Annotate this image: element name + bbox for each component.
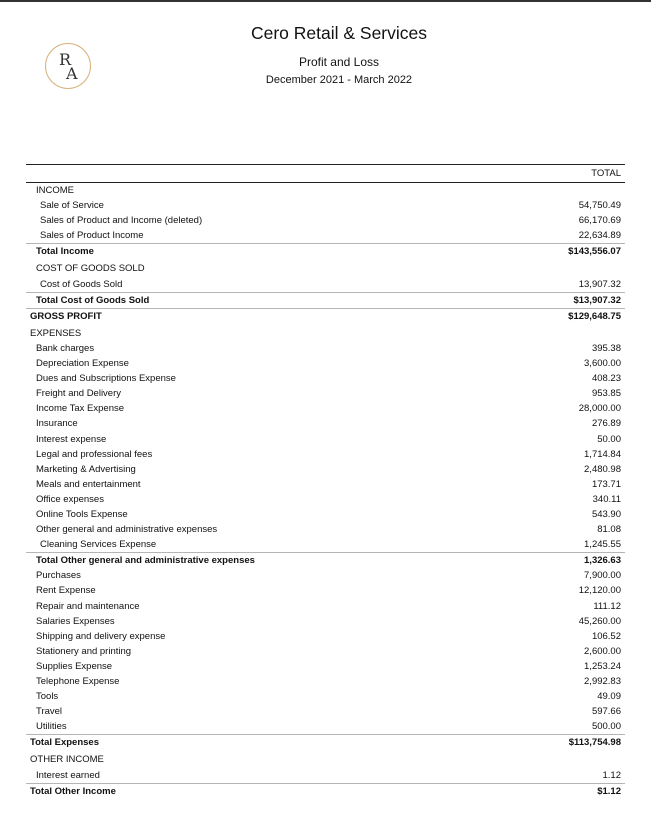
row-label: Sales of Product and Income (deleted) (40, 215, 203, 227)
row-label: Office expenses (36, 493, 104, 505)
row-amount: 2,600.00 (584, 645, 621, 657)
row-label: OTHER INCOME (30, 754, 104, 766)
total-row (26, 292, 625, 308)
row-label: Income Tax Expense (36, 403, 125, 415)
row-amount: 12,120.00 (578, 585, 621, 597)
row-amount: $13,907.32 (573, 294, 621, 306)
row-amount: 1,253.24 (584, 660, 621, 672)
row-label: Freight and Delivery (36, 388, 122, 400)
row-amount: 2,480.98 (584, 463, 621, 475)
table-row (26, 768, 625, 783)
row-label: Total Other general and administrative expenses (36, 555, 255, 567)
table-row (26, 522, 625, 537)
table-row (26, 447, 625, 462)
table-row (26, 492, 625, 507)
row-amount: 1,714.84 (584, 448, 621, 460)
row-label: Meals and entertainment (36, 478, 141, 490)
row-label: Utilities (36, 721, 67, 733)
profit-loss-table (26, 164, 625, 799)
table-row (26, 277, 625, 292)
row-amount: $1.12 (597, 785, 621, 797)
row-amount: 50.00 (597, 433, 621, 445)
section-row (26, 326, 625, 341)
company-name: Cero Retail & Services (250, 23, 428, 43)
row-amount: 49.09 (597, 691, 621, 703)
table-row (26, 537, 625, 552)
row-amount: 13,907.32 (578, 278, 621, 290)
table-row (26, 583, 625, 598)
table-row (26, 228, 625, 243)
row-amount: 111.12 (593, 600, 621, 612)
total-row (26, 734, 625, 750)
row-label: EXPENSES (30, 327, 82, 339)
row-amount: 340.11 (592, 493, 621, 505)
row-amount: 2,992.83 (584, 676, 621, 687)
row-amount: 7,900.00 (584, 570, 621, 582)
table-row (26, 719, 625, 734)
row-amount: 45,260.00 (578, 615, 621, 627)
row-label: Depreciation Expense (36, 358, 129, 370)
row-label: Online Tools Expense (36, 508, 128, 520)
row-amount: 81.08 (597, 524, 621, 536)
table-row (26, 477, 625, 492)
row-label: Cleaning Services Expense (40, 539, 157, 551)
row-label: Interest expense (36, 433, 107, 445)
row-amount: 66,170.69 (578, 215, 621, 227)
column-header-total: TOTAL (591, 168, 621, 179)
report-period: December 2021 - March 2022 (265, 74, 413, 86)
total-row (26, 552, 625, 568)
table-row (26, 356, 625, 371)
table-row (26, 386, 625, 401)
row-amount: 1.12 (602, 769, 621, 781)
row-label: Salaries Expenses (36, 615, 115, 627)
table-row (26, 507, 625, 522)
table-row (26, 644, 625, 659)
row-amount: 500.00 (591, 721, 621, 733)
row-label: Bank charges (36, 342, 95, 354)
row-amount: 54,750.49 (578, 200, 621, 212)
row-label: Interest earned (36, 769, 100, 781)
row-amount: 28,000.00 (578, 403, 621, 415)
row-amount: 3,600.00 (584, 358, 621, 370)
report-title: Profit and Loss (298, 55, 380, 69)
row-amount: $113,754.98 (568, 737, 621, 749)
row-amount: 1,326.63 (584, 555, 621, 567)
row-label: Telephone Expense (36, 676, 120, 687)
total-row (26, 243, 625, 259)
row-label: Stationery and printing (36, 645, 132, 657)
row-label: Insurance (36, 418, 78, 430)
row-label: Total Cost of Goods Sold (36, 294, 150, 306)
row-label: Supplies Expense (36, 660, 113, 672)
total-row (26, 308, 625, 324)
table-row (26, 614, 625, 629)
row-amount: 106.52 (591, 630, 621, 642)
table-row (26, 629, 625, 644)
row-label: Cost of Goods Sold (40, 278, 123, 290)
row-label: Legal and professional fees (36, 448, 153, 460)
table-row (26, 198, 625, 213)
table-row (26, 341, 625, 356)
table-row (26, 599, 625, 614)
section-row (26, 183, 625, 198)
row-label: Total Income (36, 246, 94, 258)
table-row (26, 659, 625, 674)
row-label: INCOME (36, 185, 74, 196)
row-label: Tools (36, 691, 59, 703)
row-label: Marketing & Advertising (36, 463, 136, 475)
logo-letter-a: A (66, 64, 78, 83)
table-row (26, 432, 625, 447)
row-amount: 408.23 (591, 373, 621, 385)
row-label: GROSS PROFIT (30, 310, 102, 322)
row-label: Other general and administrative expenses (36, 524, 218, 536)
table-row (26, 213, 625, 228)
table-body (26, 183, 625, 799)
row-amount: $143,556.07 (568, 246, 621, 258)
table-row (26, 704, 625, 719)
logo-letter-r: R (59, 50, 72, 69)
row-label: Dues and Subscriptions Expense (36, 373, 176, 385)
section-row (26, 752, 625, 767)
section-row (26, 261, 625, 276)
table-row (26, 462, 625, 477)
table-row (26, 371, 625, 386)
row-label: Purchases (36, 570, 81, 582)
table-row (26, 401, 625, 416)
row-amount: 276.89 (591, 418, 621, 430)
table-row (26, 416, 625, 431)
row-amount: 543.90 (591, 508, 621, 520)
table-row (26, 674, 625, 689)
row-amount: 22,634.89 (578, 230, 621, 242)
row-label: Sales of Product Income (40, 230, 144, 242)
total-row (26, 783, 625, 799)
row-label: COST OF GOODS SOLD (36, 263, 145, 275)
row-label: Total Expenses (30, 737, 99, 749)
table-header (26, 164, 625, 183)
table-row (26, 689, 625, 704)
row-label: Shipping and delivery expense (36, 630, 166, 642)
row-amount: 1,245.55 (584, 539, 621, 551)
row-label: Total Other Income (30, 785, 116, 797)
row-amount: 173.71 (591, 478, 621, 490)
row-label: Repair and maintenance (36, 600, 140, 612)
row-amount: 953.85 (591, 388, 621, 400)
top-border (0, 0, 651, 2)
row-amount: 597.66 (591, 706, 621, 718)
table-row (26, 568, 625, 583)
row-label: Rent Expense (36, 585, 96, 597)
row-label: Sale of Service (40, 200, 104, 212)
row-amount: $129,648.75 (568, 310, 621, 322)
row-amount: 395.38 (591, 342, 621, 354)
row-label: Travel (36, 706, 63, 718)
